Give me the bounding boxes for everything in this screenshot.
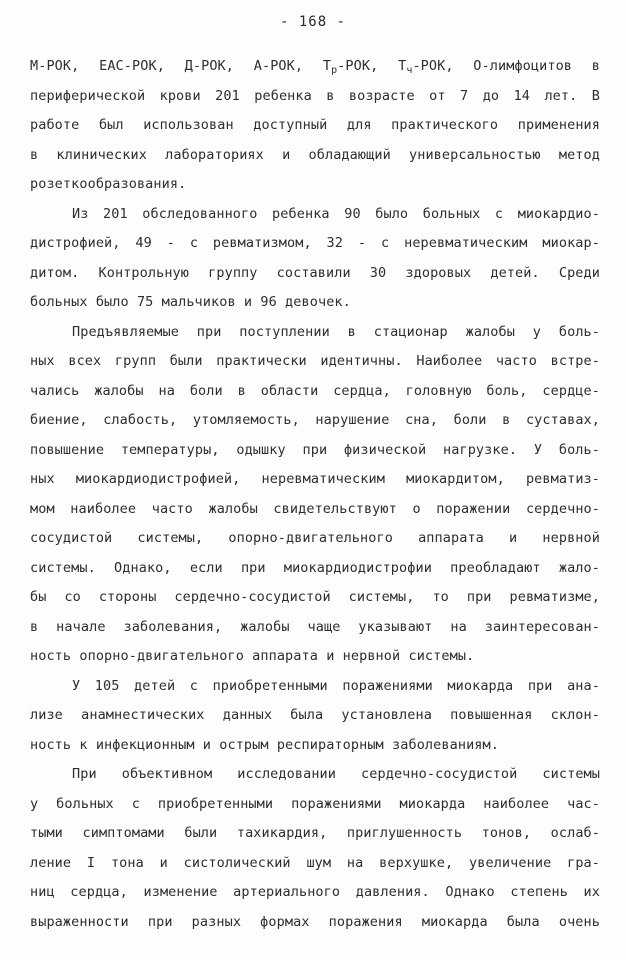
paragraph-4 bbox=[30, 672, 600, 761]
text-line: больных было 75 мальчиков и 96 девочек. bbox=[30, 294, 351, 310]
text-line: в начале заболевания, жалобы чаще указывают на заинтересован- bbox=[30, 618, 600, 635]
text-line: выраженности при разных формах поражения миокарда была очень bbox=[30, 913, 600, 930]
paragraph-5 bbox=[30, 760, 600, 937]
text-line: розеткообразования. bbox=[30, 176, 187, 192]
text-line: лизе анамнестических данных была установлена повышенная склон- bbox=[30, 707, 600, 723]
text-line: чались жалобы на боли в области сердца, головную боль, сердце- bbox=[30, 382, 600, 399]
text-line: сосудистой системы, опорно-двигательного аппарата и нервной bbox=[30, 530, 600, 546]
text-line: тыми симптомами были тахикардия, приглушенность тонов, ослаб- bbox=[30, 825, 600, 841]
paragraph-3 bbox=[30, 318, 600, 672]
text-line: периферической крови 201 ребенка в возрасте от 7 до 14 лет. В bbox=[30, 87, 600, 104]
text-line: Из 201 обследованного ребенка 90 было больных с миокардио- bbox=[72, 205, 600, 222]
text-line: дистрофией, 49 - с ревматизмом, 32 - с неревматическим миокар- bbox=[30, 235, 600, 251]
text-line: ность опорно-двигательного аппарата и нервной системы. bbox=[30, 648, 475, 664]
text-line: ных миокардиодистрофией, неревматическим миокардитом, ревматиз- bbox=[30, 471, 600, 487]
text-line: дитом. Контрольную группу составили 30 здоровых детей. Среди bbox=[30, 264, 600, 281]
text-line: М-РОК, ЕАС-РОК, Д-РОК, А-РОК, $Т_p$-РОК, $Т_ч$-РОК, О-лимфоцитов в bbox=[30, 58, 600, 76]
text-line: ление I тона и систолический шум на верхушке, увеличение гра- bbox=[30, 854, 600, 871]
text-line: мом наиболее часто жалобы свидетельствуют о поражении сердечно- bbox=[30, 500, 600, 517]
text-line: При объективном исследовании сердечно-сосудистой системы bbox=[72, 766, 600, 782]
page-number: - 168 - bbox=[279, 14, 346, 30]
text-line: ность к инфекционным и острым респираторным заболеваниям. bbox=[30, 736, 499, 753]
paragraph-2 bbox=[30, 200, 600, 318]
text-line: ных всех групп были практически идентичны. Наиболее часто встре- bbox=[30, 353, 600, 369]
text-line: работе был использован доступный для практического применения bbox=[30, 117, 600, 133]
text-line: повышение температуры, одышку при физической нагрузке. У боль- bbox=[30, 441, 600, 458]
text-line: У 105 детей с приобретенными поражениями миокарда при ана- bbox=[72, 677, 600, 694]
text-line: ниц сердца, изменение артериального давления. Однако степень их bbox=[30, 884, 600, 900]
text-line: у больных с приобретенными поражениями миокарда наиболее час- bbox=[30, 795, 600, 812]
text-line: Предъявляемые при поступлении в стационар жалобы у боль- bbox=[72, 323, 600, 340]
text-line: биение, слабость, утомляемость, нарушение сна, боли в суставах, bbox=[30, 412, 600, 428]
text-line: бы со стороны сердечно-сосудистой системы, то при ревматизме, bbox=[30, 589, 600, 605]
text-line: в клинических лабораториях и обладающий универсальностью метод bbox=[30, 146, 600, 163]
body-text bbox=[30, 52, 600, 937]
paragraph-1 bbox=[30, 52, 600, 200]
text-line: системы. Однако, если при миокардиодистрофии преобладают жало- bbox=[30, 559, 600, 576]
